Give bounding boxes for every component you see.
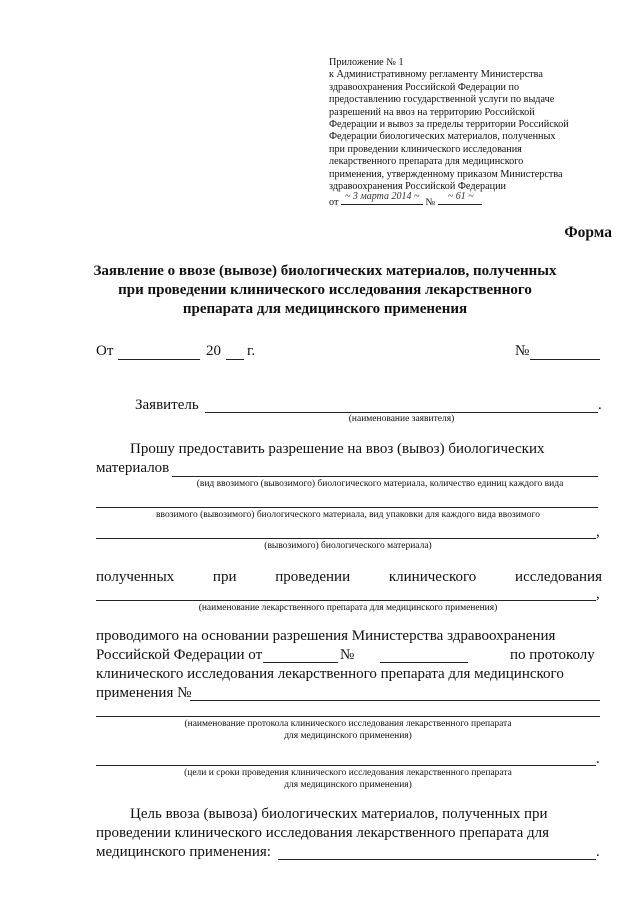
obtained-word: клинического bbox=[388, 569, 477, 585]
conducted-caption-2b: для медицинского применения) bbox=[284, 780, 412, 790]
purpose-line-2: проведении клинического исследования лекарственного препарата для bbox=[96, 825, 550, 841]
page-title: Заявление о ввозе (вывозе) биологических материалов, полученных при проведении клинического исследования лекарственного препарата для медицинского применения bbox=[93, 263, 557, 317]
obtained-word: полученных bbox=[96, 569, 175, 585]
conducted-line-2c: по протоколу bbox=[510, 647, 595, 663]
goals-field[interactable] bbox=[96, 765, 596, 766]
purpose-line-1: Цель ввоза (вывоза) биологических материалов, полученных при bbox=[130, 806, 548, 822]
number-label: № bbox=[515, 343, 530, 359]
protocol-number-field[interactable] bbox=[190, 700, 600, 701]
appendix-line: Федерации биологических материалов, полученных bbox=[329, 131, 556, 143]
material-field-3[interactable] bbox=[96, 538, 596, 539]
conducted-line-2b: № bbox=[340, 647, 355, 663]
appendix-line: здравоохранения Российской Федерации bbox=[329, 181, 506, 193]
obtained-row bbox=[96, 569, 602, 586]
year-suffix: г. bbox=[247, 343, 256, 359]
permit-date-field[interactable] bbox=[263, 662, 338, 663]
obtained-word: исследования bbox=[515, 569, 602, 585]
applicant-caption: (наименование заявителя) bbox=[348, 414, 455, 424]
appendix-date-row bbox=[329, 193, 599, 209]
drug-name-field[interactable] bbox=[96, 600, 596, 601]
appendix-from-label: от bbox=[329, 197, 339, 209]
applicant-field[interactable] bbox=[205, 412, 598, 413]
obtained-word: при bbox=[212, 569, 237, 585]
appendix-line: разрешений на ввоз на территорию Российской bbox=[329, 106, 535, 118]
applicant-label: Заявитель bbox=[135, 397, 199, 413]
obtained-caption: (наименование лекарственного препарата для медицинского применения) bbox=[198, 603, 498, 613]
conducted-caption-1b: для медицинского применения) bbox=[284, 731, 412, 741]
conducted-line-2a: Российской Федерации от bbox=[96, 647, 263, 663]
conducted-caption-1a: (наименование протокола клинического исследования лекарственного препарата bbox=[184, 719, 512, 729]
purpose-line-3: медицинского применения: bbox=[96, 844, 271, 860]
appendix-line: предоставлению государственной услуги по выдаче bbox=[329, 94, 555, 106]
number-field[interactable] bbox=[530, 359, 600, 360]
request-caption-3: (вывозимого) биологического материала) bbox=[264, 541, 432, 551]
protocol-name-field[interactable] bbox=[96, 716, 600, 717]
conducted-line-4: применения № bbox=[96, 685, 192, 701]
request-line-2: материалов bbox=[96, 460, 170, 476]
obtained-word: проведении bbox=[275, 569, 351, 585]
appendix-line: лекарственного препарата для медицинского bbox=[329, 156, 524, 168]
material-field-2[interactable] bbox=[96, 507, 598, 508]
appendix-line: здравоохранения Российской Федерации по bbox=[329, 81, 520, 93]
appendix-number-label: № bbox=[425, 197, 436, 209]
appendix-line: Федерации и вывоз за пределы территории Российской bbox=[329, 119, 569, 131]
request-caption-1: (вид ввозимого (вывозимого) биологического материала, количество единиц каждого вида bbox=[196, 479, 564, 489]
appendix-line: при проведении клинического исследования bbox=[329, 143, 522, 155]
appendix-line: к Административному регламенту Министерства bbox=[329, 69, 543, 81]
appendix-line: применения, утвержденному приказом Министерства bbox=[329, 168, 563, 180]
conducted-line-3: клинического исследования лекарственного препарата для медицинского bbox=[96, 666, 564, 682]
conducted-line-1: проводимого на основании разрешения Министерства здравоохранения bbox=[96, 628, 556, 644]
year-label: 20 bbox=[206, 343, 221, 359]
permit-number-field[interactable] bbox=[380, 662, 468, 663]
year-field[interactable] bbox=[226, 359, 244, 360]
purpose-field[interactable] bbox=[278, 859, 596, 860]
date-from-label: От bbox=[96, 343, 114, 359]
handwritten-number: ~ 61 ~ bbox=[438, 193, 482, 205]
form-label: Форма bbox=[564, 224, 612, 241]
request-caption-2: ввозимого (вывозимого) биологического материала, вид упаковки для каждого вида ввозимого bbox=[156, 510, 540, 520]
appendix-block bbox=[329, 57, 599, 210]
handwritten-date: ~ 3 марта 2014 ~ bbox=[341, 193, 423, 205]
date-field[interactable] bbox=[118, 359, 200, 360]
material-field[interactable] bbox=[172, 476, 598, 477]
request-line-1: Прошу предоставить разрешение на ввоз (вывоз) биологических bbox=[130, 441, 545, 457]
conducted-caption-2a: (цели и сроки проведения клинического исследования лекарственного препарата bbox=[184, 768, 512, 778]
appendix-line: Приложение № 1 bbox=[329, 57, 404, 68]
